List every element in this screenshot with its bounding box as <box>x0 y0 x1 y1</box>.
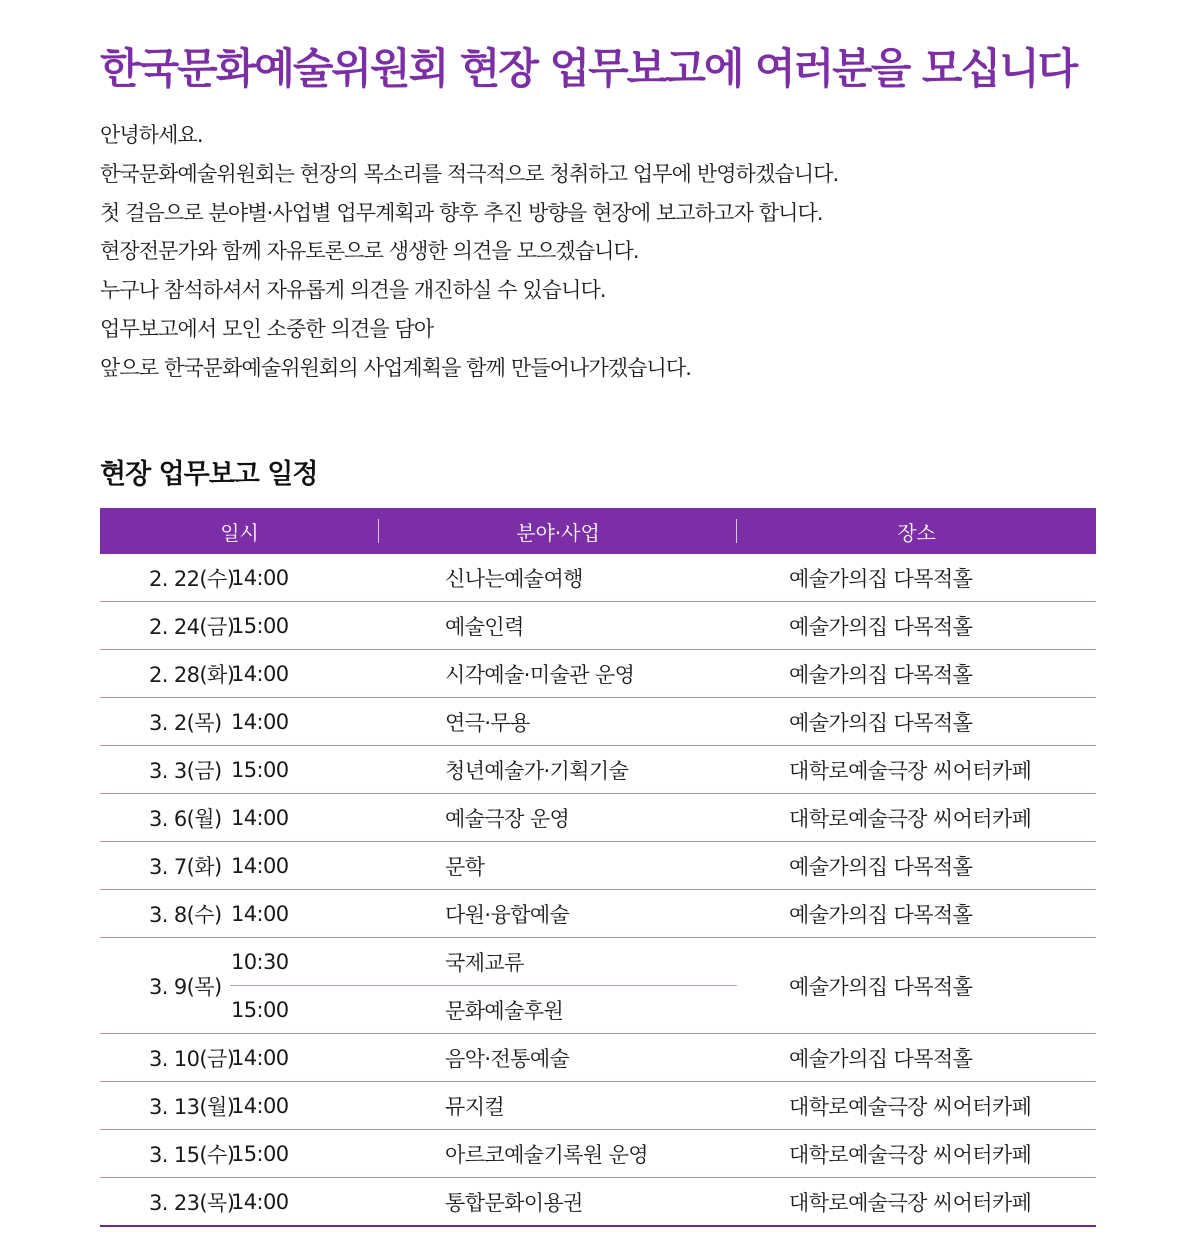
date-cell: 2. 22(수) <box>100 554 230 602</box>
time-cell: 14:00 <box>230 1178 379 1227</box>
place-cell: 대학로예술극장 씨어터카페 <box>737 1178 1096 1227</box>
table-row <box>100 1082 1096 1130</box>
field-cell: 시각예술·미술관 운영 <box>379 650 737 698</box>
time-cell: 15:00 <box>230 986 379 1034</box>
table-row <box>100 650 1096 698</box>
intro-line: 안녕하세요. <box>100 123 203 147</box>
time-cell: 14:00 <box>230 1034 379 1082</box>
field-cell: 연극·무용 <box>379 698 737 746</box>
header-datetime <box>100 508 379 554</box>
place-cell: 대학로예술극장 씨어터카페 <box>737 794 1096 842</box>
time-cell: 15:00 <box>230 746 379 794</box>
table-row <box>100 698 1096 746</box>
header-field <box>379 508 737 554</box>
time-cell: 10:30 <box>230 938 379 986</box>
date-cell: 3. 7(화) <box>100 842 230 890</box>
table-row <box>100 890 1096 938</box>
header-field-label: 분야·사업 <box>516 520 600 545</box>
date-cell: 3. 6(월) <box>100 794 230 842</box>
date-cell: 3. 8(수) <box>100 890 230 938</box>
header-place-label: 장소 <box>897 520 936 545</box>
field-cell: 청년예술가·기획기술 <box>379 746 737 794</box>
table-row <box>100 794 1096 842</box>
place-cell: 예술가의집 다목적홀 <box>737 938 1096 1034</box>
date-cell: 2. 24(금) <box>100 602 230 650</box>
field-cell: 예술극장 운영 <box>379 794 737 842</box>
table-row <box>100 1034 1096 1082</box>
time-cell: 15:00 <box>230 1130 379 1178</box>
intro-line: 앞으로 한국문화예술위원회의 사업계획을 함께 만들어나가겠습니다. <box>100 355 692 380</box>
date-cell: 3. 10(금) <box>100 1034 230 1082</box>
date-cell: 3. 23(목) <box>100 1178 230 1227</box>
intro-text <box>100 116 1100 388</box>
field-cell: 통합문화이용권 <box>379 1178 737 1227</box>
place-cell: 대학로예술극장 씨어터카페 <box>737 746 1096 794</box>
time-cell: 15:00 <box>230 602 379 650</box>
intro-line: 현장전문가와 함께 자유토론으로 생생한 의견을 모으겠습니다. <box>100 239 639 264</box>
time-cell: 14:00 <box>230 554 379 602</box>
time-cell: 14:00 <box>230 890 379 938</box>
page-title: 한국문화예술위원회 현장 업무보고에 여러분을 모십니다 <box>100 44 1077 93</box>
field-cell: 문화예술후원 <box>379 986 737 1034</box>
intro-line: 누구나 참석하셔서 자유롭게 의견을 개진하실 수 있습니다. <box>100 278 606 303</box>
table-row <box>100 1178 1096 1227</box>
header-place <box>737 508 1096 554</box>
time-cell: 14:00 <box>230 1082 379 1130</box>
date-cell: 3. 9(목) <box>100 938 230 1034</box>
place-cell: 대학로예술극장 씨어터카페 <box>737 1130 1096 1178</box>
field-cell: 문학 <box>379 842 737 890</box>
place-cell: 예술가의집 다목적홀 <box>737 602 1096 650</box>
schedule-table <box>100 508 1096 1227</box>
table-row <box>100 746 1096 794</box>
place-cell: 예술가의집 다목적홀 <box>737 650 1096 698</box>
table-row <box>100 1130 1096 1178</box>
place-cell: 예술가의집 다목적홀 <box>737 554 1096 602</box>
time-cell: 14:00 <box>230 794 379 842</box>
date-cell: 2. 28(화) <box>100 650 230 698</box>
time-cell: 14:00 <box>230 698 379 746</box>
field-cell: 음악·전통예술 <box>379 1034 737 1082</box>
intro-line: 업무보고에서 모인 소중한 의견을 담아 <box>100 316 434 341</box>
place-cell: 예술가의집 다목적홀 <box>737 842 1096 890</box>
field-cell: 국제교류 <box>379 938 737 986</box>
table-header-row <box>100 508 1096 554</box>
place-cell: 예술가의집 다목적홀 <box>737 890 1096 938</box>
intro-line: 한국문화예술위원회는 현장의 목소리를 적극적으로 청취하고 업무에 반영하겠습니다. <box>100 161 839 186</box>
date-cell: 3. 15(수) <box>100 1130 230 1178</box>
header-datetime-label: 일시 <box>220 520 259 545</box>
field-cell: 뮤지컬 <box>379 1082 737 1130</box>
date-cell: 3. 2(목) <box>100 698 230 746</box>
intro-line: 첫 걸음으로 분야별·사업별 업무계획과 향후 추진 방향을 현장에 보고하고자 합니다. <box>100 200 823 225</box>
table-row <box>100 842 1096 890</box>
schedule-section-title: 현장 업무보고 일정 <box>100 459 318 490</box>
place-cell: 예술가의집 다목적홀 <box>737 698 1096 746</box>
time-cell: 14:00 <box>230 842 379 890</box>
field-cell: 신나는예술여행 <box>379 554 737 602</box>
field-cell: 예술인력 <box>379 602 737 650</box>
place-cell: 대학로예술극장 씨어터카페 <box>737 1082 1096 1130</box>
field-cell: 아르코예술기록원 운영 <box>379 1130 737 1178</box>
date-cell: 3. 3(금) <box>100 746 230 794</box>
place-cell: 예술가의집 다목적홀 <box>737 1034 1096 1082</box>
field-cell: 다원·융합예술 <box>379 890 737 938</box>
table-row <box>100 554 1096 602</box>
table-row <box>100 602 1096 650</box>
date-cell: 3. 13(월) <box>100 1082 230 1130</box>
table-row <box>100 938 1096 986</box>
time-cell: 14:00 <box>230 650 379 698</box>
